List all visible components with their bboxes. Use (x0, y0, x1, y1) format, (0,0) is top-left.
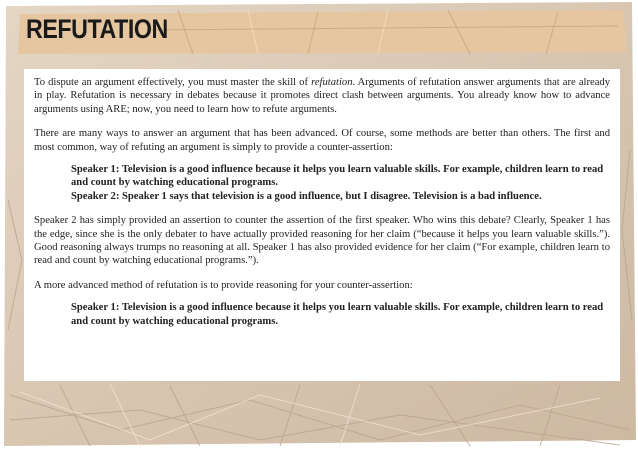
analysis-paragraph: Speaker 2 has simply provided an assertion to counter the assertion of the first speaker. Who wins this debate? Clearly, Speaker 1 has the edge, since she is the only debater to have actually provided reasoning for her claim (“because it helps you learn valuable skills.”). Good reasoning always trumps no reasoning at all. Speaker 1 has also provided evidence for her claim (“For example, children learn to read and count by watching educational programs.”). (34, 215, 610, 267)
example2-speaker1: Speaker 1: Television is a good influence because it helps you learn valuable skills. For example, children learn to read and count by watching educational programs. (71, 302, 604, 327)
intro-paragraph (34, 76, 610, 116)
page-title: REFUTATION (26, 14, 168, 44)
content-panel (24, 69, 620, 381)
methods-paragraph: There are many ways to answer an argument that has been advanced. Of course, some methods are better than others. The first and most common, way of refuting an argument is simply to provide a counter-assertion: (34, 128, 610, 153)
intro-text-start: To dispute an argument effectively, you must master the skill of (34, 77, 312, 88)
refutation-term: refutation (311, 77, 353, 88)
example1-speaker2: Speaker 2: Speaker 1 says that television is a good influence, but I disagree. Television is a bad influence. (71, 190, 542, 202)
advanced-method-paragraph: A more advanced method of refutation is to provide reasoning for your counter-assertion: (34, 279, 413, 291)
intro-text-end: . Arguments of refutation answer arguments that are already in play. Refutation is necessary in debates because it promotes direct clash between arguments. You already know how to advance arguments using ARE; now, you need to learn how to refute arguments. (34, 77, 610, 115)
example1-speaker1: Speaker 1: Television is a good influence because it helps you learn valuable skills. For example, children learn to read and count by watching educational programs. (71, 164, 604, 189)
